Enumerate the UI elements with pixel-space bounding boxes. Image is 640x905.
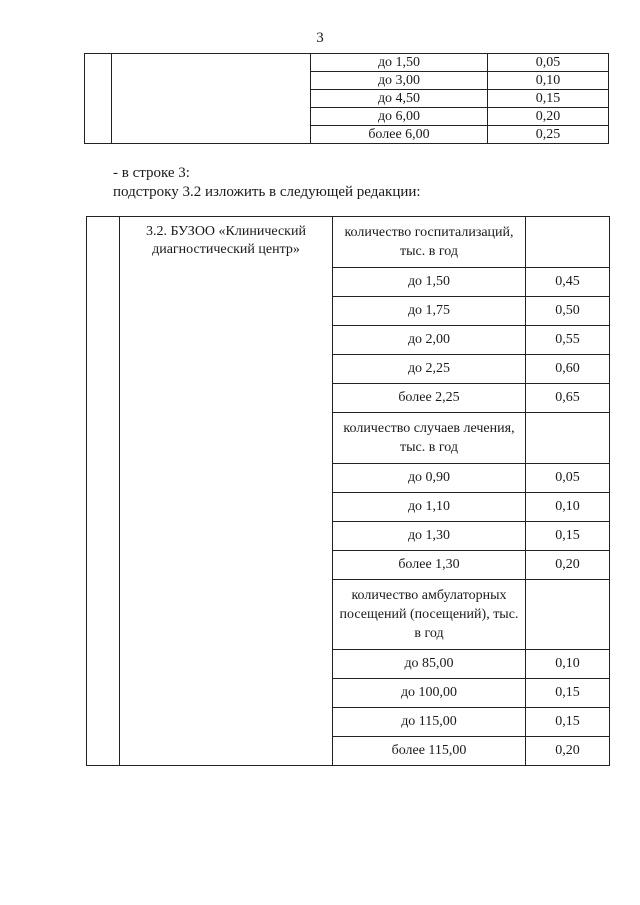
criterion-cell: более 6,00 [311,126,488,144]
top-table-name-cell [112,54,311,144]
value-cell: 0,15 [526,679,610,708]
page-number: 3 [316,30,324,46]
criterion-cell: более 2,25 [333,384,526,413]
group-header-value-cell [526,217,610,268]
value-cell: 0,10 [526,650,610,679]
main-table-blank-cell [87,217,120,766]
top-table [84,53,609,144]
value-cell: 0,60 [526,355,610,384]
criterion-cell: до 6,00 [311,108,488,126]
criterion-cell: до 1,30 [333,522,526,551]
value-cell: 0,20 [488,108,609,126]
criterion-cell: до 85,00 [333,650,526,679]
value-cell: 0,25 [488,126,609,144]
criterion-cell: до 1,50 [311,54,488,72]
criterion-cell: до 2,00 [333,326,526,355]
criterion-cell: до 100,00 [333,679,526,708]
org-name-cell: 3.2. БУЗОО «Клинический диагностический центр» [120,217,333,766]
intro-line-2: подстроку 3.2 изложить в следующей редакции: [113,184,421,200]
value-cell: 0,15 [488,90,609,108]
intro-line-1: - в строке 3: [113,165,190,181]
criterion-cell: до 2,25 [333,355,526,384]
value-cell: 0,20 [526,551,610,580]
value-cell: 0,55 [526,326,610,355]
value-cell: 0,15 [526,708,610,737]
value-cell: 0,50 [526,297,610,326]
value-cell: 0,15 [526,522,610,551]
value-cell: 0,20 [526,737,610,766]
group-header-cell: количество госпитализаций, тыс. в год [333,217,526,268]
value-cell: 0,10 [488,72,609,90]
value-cell: 0,65 [526,384,610,413]
value-cell: 0,10 [526,493,610,522]
group-header-cell: количество случаев лечения, тыс. в год [333,413,526,464]
criterion-cell: более 115,00 [333,737,526,766]
criterion-cell: до 3,00 [311,72,488,90]
value-cell: 0,45 [526,268,610,297]
criterion-cell: до 1,50 [333,268,526,297]
group-header-row [87,217,610,268]
top-table-blank-cell [85,54,112,144]
group-header-cell: количество амбулаторных посещений (посещений), тыс. в год [333,580,526,650]
criterion-cell: до 0,90 [333,464,526,493]
criterion-cell: до 1,75 [333,297,526,326]
value-cell: 0,05 [526,464,610,493]
criterion-cell: более 1,30 [333,551,526,580]
criterion-cell: до 1,10 [333,493,526,522]
main-table [86,216,610,766]
top-table-row [85,54,609,72]
criterion-cell: до 115,00 [333,708,526,737]
value-cell: 0,05 [488,54,609,72]
group-header-value-cell [526,413,610,464]
criterion-cell: до 4,50 [311,90,488,108]
group-header-value-cell [526,580,610,650]
